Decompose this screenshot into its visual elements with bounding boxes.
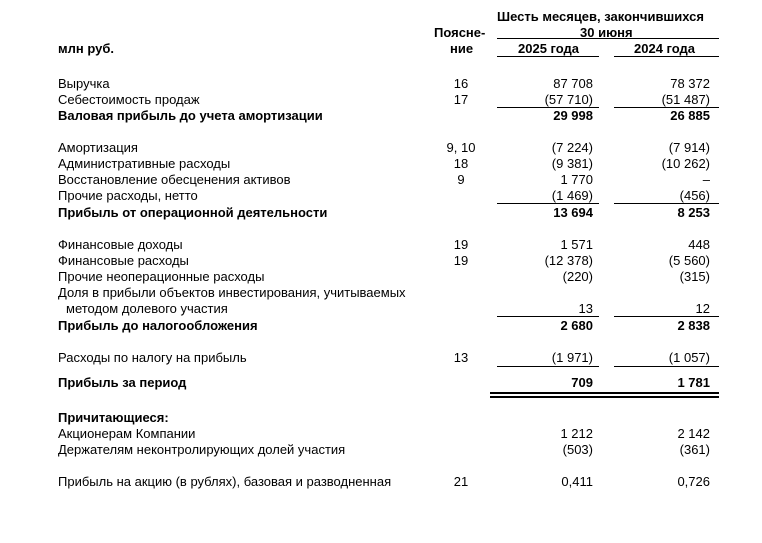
row-note: 13 (453, 350, 469, 365)
header-underline-2025 (497, 56, 599, 57)
value-2024: (7 914) (668, 140, 710, 155)
period-heading-line2: 30 июня (580, 25, 633, 40)
row-note: 16 (453, 76, 469, 91)
row-profit-before-tax (0, 318, 762, 334)
row-equity-share-line2 (0, 301, 762, 317)
value-2024: 2 838 (677, 318, 710, 333)
value-2024: (1 057) (668, 350, 710, 365)
row-attributable-heading (0, 410, 762, 426)
value-2025: 87 708 (553, 76, 593, 91)
row-note: 9 (457, 172, 465, 187)
value-2024: – (702, 172, 710, 187)
value-2025: (1 469) (551, 188, 593, 203)
subtotal-rule-2025 (497, 203, 599, 204)
value-2024: (5 560) (668, 253, 710, 268)
value-2025: (7 224) (551, 140, 593, 155)
total-double-rule (490, 396, 719, 398)
row-label: методом долевого участия (66, 301, 228, 316)
value-2025: 1 770 (560, 172, 593, 187)
row-amortization (0, 140, 762, 156)
row-operating-profit (0, 205, 762, 221)
row-label: Валовая прибыль до учета амортизации (58, 108, 323, 123)
row-impairment-reversal (0, 172, 762, 188)
value-2024: 8 253 (677, 205, 710, 220)
column-header-2025: 2025 года (518, 41, 580, 56)
subtotal-rule-2024 (614, 203, 719, 204)
period-heading-line1: Шесть месяцев, закончившихся (497, 9, 704, 24)
row-label: Финансовые расходы (58, 253, 189, 268)
row-note: 19 (453, 237, 469, 252)
row-label: Прибыль от операционной деятельности (58, 205, 328, 220)
row-label: Расходы по налогу на прибыль (58, 350, 247, 365)
value-2025: (9 381) (551, 156, 593, 171)
value-2025: (57 710) (544, 92, 593, 107)
row-label: Выручка (58, 76, 110, 91)
row-label: Акционерам Компании (58, 426, 196, 441)
row-label: Прибыль до налогообложения (58, 318, 258, 333)
value-2025: 1 571 (560, 237, 593, 252)
period-heading-rule (497, 38, 719, 39)
subtotal-rule-2024 (614, 316, 719, 317)
row-label: Восстановление обесценения активов (58, 172, 291, 187)
value-2025: 13 694 (553, 205, 593, 220)
row-cost-of-sales (0, 92, 762, 108)
value-2024: 26 885 (670, 108, 710, 123)
value-2024: (10 262) (661, 156, 710, 171)
row-finance-costs (0, 253, 762, 269)
row-note: 21 (453, 474, 469, 489)
row-revenue (0, 76, 762, 92)
row-other-nonoperating (0, 269, 762, 285)
row-income-tax (0, 350, 762, 366)
row-label: Прибыль за период (58, 375, 187, 390)
value-2025: (503) (562, 442, 593, 457)
row-label: Прочие неоперационные расходы (58, 269, 265, 284)
value-2025: (220) (562, 269, 593, 284)
value-2025: 0,411 (561, 474, 593, 489)
row-label: Административные расходы (58, 156, 231, 171)
value-2024: 448 (688, 237, 710, 252)
value-2025: (1 971) (551, 350, 593, 365)
row-label: Себестоимость продаж (58, 92, 200, 107)
row-admin-expenses (0, 156, 762, 172)
row-label: Прочие расходы, нетто (58, 188, 198, 203)
total-double-rule (490, 392, 719, 394)
row-eps (0, 474, 762, 490)
row-noncontrolling (0, 442, 762, 458)
subtotal-rule-2025 (497, 316, 599, 317)
row-equity-share-line1 (0, 285, 762, 301)
row-note: 9, 10 (446, 140, 476, 155)
row-label: Доля в прибыли объектов инвестирования, учитываемых (58, 285, 406, 300)
value-2024: 2 142 (677, 426, 710, 441)
row-label: Держателям неконтролирующих долей участия (58, 442, 346, 457)
value-2024: (361) (679, 442, 710, 457)
value-2024: (456) (679, 188, 710, 203)
value-2025: 1 212 (560, 426, 593, 441)
value-2024: 1 781 (677, 375, 710, 390)
notes-heading-line1: Поясне- (434, 25, 486, 40)
value-2025: (12 378) (544, 253, 593, 268)
row-label: Финансовые доходы (58, 237, 183, 252)
subtotal-rule-2025 (497, 366, 599, 367)
row-label: Прибыль на акцию (в рублях), базовая и разводненная (58, 474, 392, 489)
subtotal-rule-2024 (614, 366, 719, 367)
row-gross-profit (0, 108, 762, 124)
header-underline-2024 (614, 56, 719, 57)
row-note: 17 (453, 92, 469, 107)
value-2025: 29 998 (553, 108, 593, 123)
value-2025: 709 (571, 375, 593, 390)
row-other-expenses (0, 188, 762, 204)
row-note: 19 (453, 253, 469, 268)
units-label: млн руб. (58, 41, 114, 56)
row-shareholders (0, 426, 762, 442)
notes-heading-line2: ние (450, 41, 474, 56)
row-note: 18 (453, 156, 469, 171)
row-profit-for-period (0, 375, 762, 391)
value-2025: 2 680 (560, 318, 593, 333)
column-header-2024: 2024 года (634, 41, 696, 56)
value-2024: 0,726 (677, 474, 710, 489)
value-2025: 13 (578, 301, 593, 316)
value-2024: 12 (695, 301, 710, 316)
value-2024: 78 372 (670, 76, 710, 91)
value-2024: (315) (679, 269, 710, 284)
row-finance-income (0, 237, 762, 253)
row-label: Амортизация (58, 140, 138, 155)
value-2024: (51 487) (661, 92, 710, 107)
row-label: Причитающиеся: (58, 410, 169, 425)
